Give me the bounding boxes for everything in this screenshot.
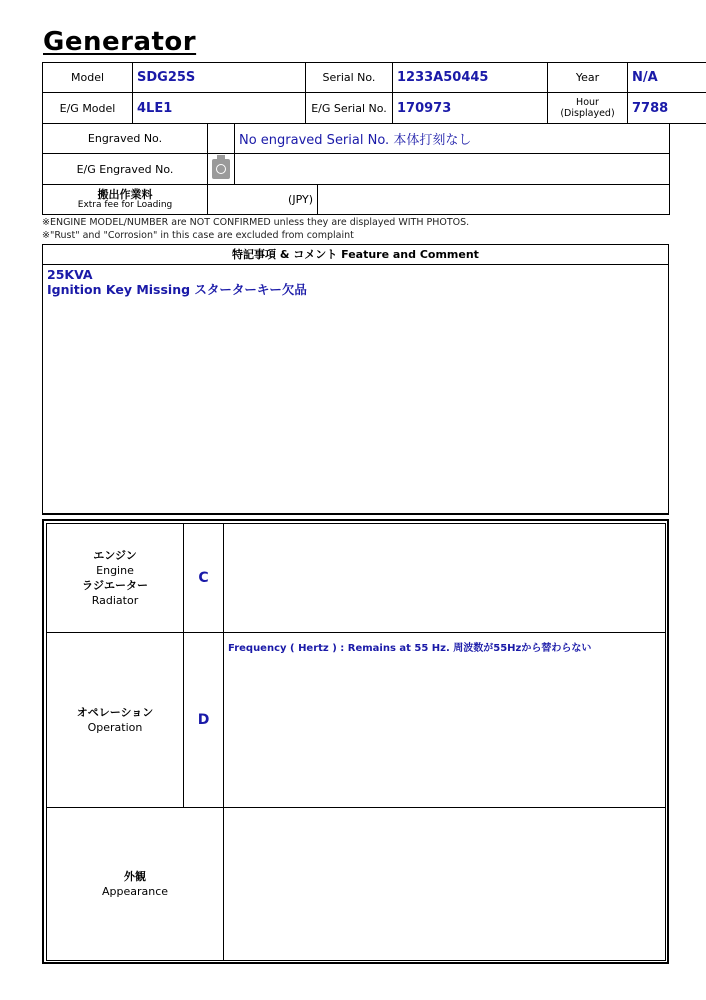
fee-currency: (JPY) xyxy=(208,185,318,215)
engine-grade: C xyxy=(184,524,224,633)
radiator-jp: ラジエーター xyxy=(82,579,148,592)
appearance-en: Appearance xyxy=(101,885,169,898)
eg-engraved-label: E/G Engraved No. xyxy=(43,154,208,185)
serial-value: 1233A50445 xyxy=(393,63,548,93)
engine-en: Engine xyxy=(96,564,134,577)
operation-jp: オペレーション xyxy=(76,706,154,719)
eg-model-value: 4LE1 xyxy=(133,93,306,124)
radiator-en: Radiator xyxy=(91,594,139,607)
eg-model-label: E/G Model xyxy=(43,93,133,124)
year-value: N/A xyxy=(628,63,706,93)
model-label: Model xyxy=(43,63,133,93)
eg-serial-value: 170973 xyxy=(393,93,548,124)
appearance-jp: 外観 xyxy=(124,870,146,883)
engine-confirm-note: ※ENGINE MODEL/NUMBER are NOT CONFIRMED unless they are displayed WITH PHOTOS. xyxy=(42,217,470,228)
operation-grade: D xyxy=(184,633,224,808)
info-table xyxy=(42,62,706,124)
model-value: SDG25S xyxy=(133,63,306,93)
fee-table xyxy=(42,184,670,215)
engraved-photo-cell xyxy=(208,124,235,154)
engine-category xyxy=(47,524,184,633)
comment-header: 特記事項 & コメント Feature and Comment xyxy=(43,245,668,265)
rust-note: ※"Rust" and "Corrosion" in this case are excluded from complaint xyxy=(42,230,354,241)
comment-box xyxy=(42,244,669,515)
comment-body xyxy=(43,265,668,299)
fee-value xyxy=(318,185,670,215)
serial-label: Serial No. xyxy=(306,63,393,93)
engraved-table xyxy=(42,123,670,185)
appearance-category xyxy=(47,808,224,961)
eg-engraved-photo-cell[interactable] xyxy=(208,154,235,185)
operation-category xyxy=(47,633,184,808)
engraved-value: No engraved Serial No. 本体打刻なし xyxy=(235,124,670,154)
hour-label-line2: (Displayed) xyxy=(560,108,615,119)
comment-line: 25KVA xyxy=(47,267,93,282)
inspection-table xyxy=(46,523,666,961)
engine-note xyxy=(224,524,666,633)
eg-serial-label: E/G Serial No. xyxy=(306,93,393,124)
inspection-frame xyxy=(42,519,669,964)
hour-label-line1: Hour xyxy=(576,97,599,108)
hour-label xyxy=(548,93,628,124)
operation-note: Frequency ( Hertz ) : Remains at 55 Hz. 周波数が55Hzから替わらない xyxy=(224,633,666,808)
comment-line: Ignition Key Missing スターターキー欠品 xyxy=(47,282,307,297)
camera-icon[interactable] xyxy=(212,159,230,179)
engraved-label: Engraved No. xyxy=(43,124,208,154)
page-title: Generator xyxy=(43,27,197,57)
operation-en: Operation xyxy=(87,721,143,734)
fee-label-en: Extra fee for Loading xyxy=(77,199,173,210)
hour-value: 7788 xyxy=(628,93,706,124)
engine-jp: エンジン xyxy=(93,549,137,562)
year-label: Year xyxy=(548,63,628,93)
eg-engraved-value xyxy=(235,154,670,185)
fee-label-jp: 搬出作業料 xyxy=(97,187,153,201)
appearance-note xyxy=(224,808,666,961)
fee-label xyxy=(43,185,208,215)
